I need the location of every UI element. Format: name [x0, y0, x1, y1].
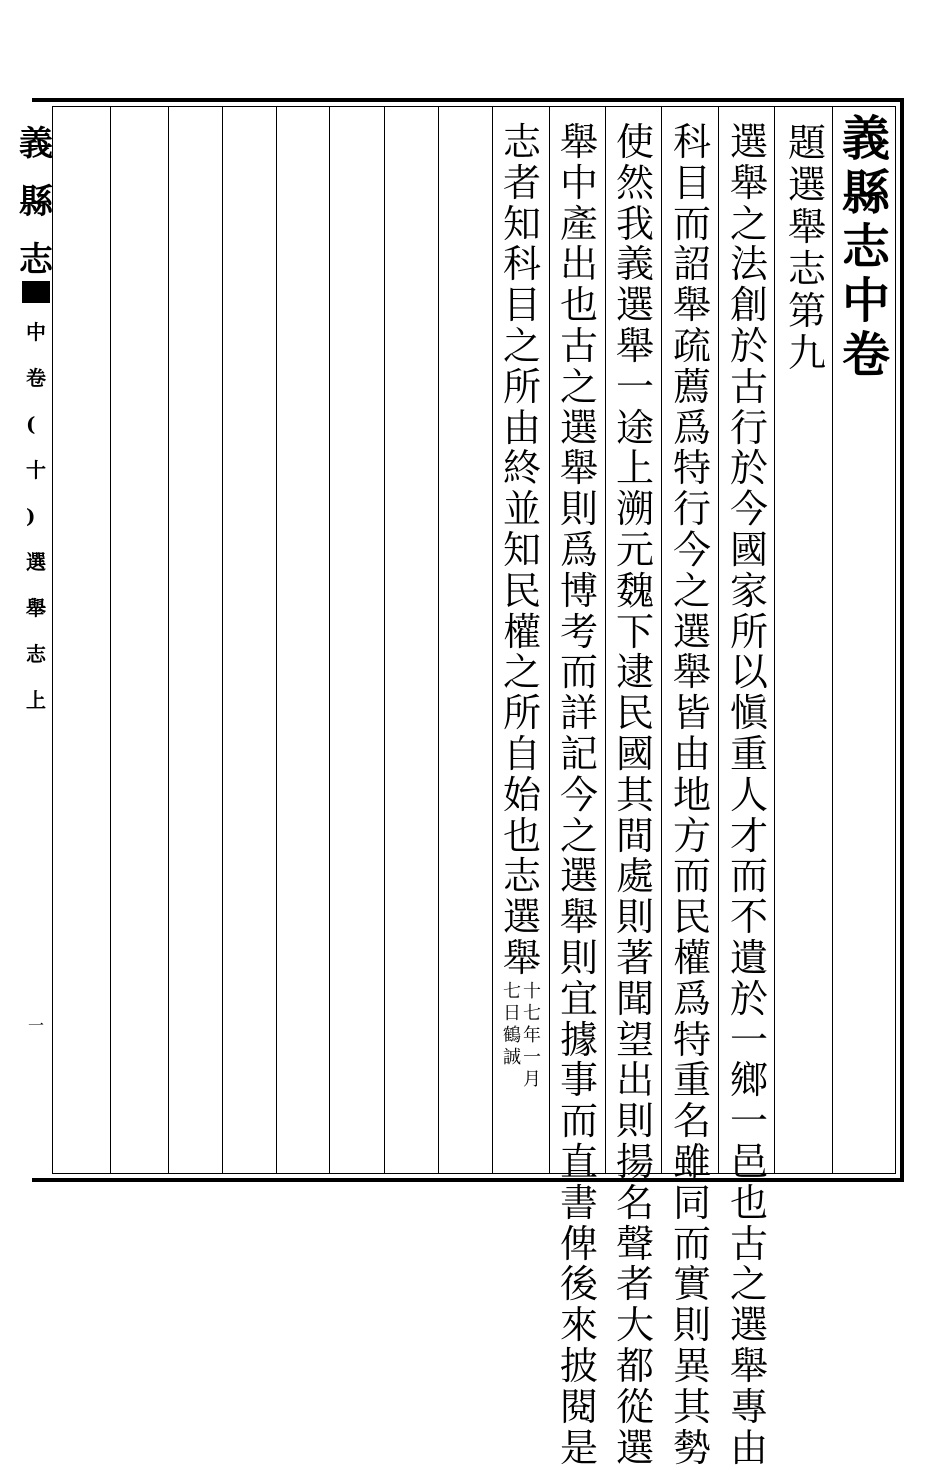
- column-rule: [774, 106, 775, 1174]
- column-rule: [168, 106, 169, 1174]
- text-column-2: 科 目 而 詔 舉 疏 薦 爲 特 行 今 之 選 舉 皆 由 地 方 而 民 權 爲 特 重 名 雖 同 而 實 則 異 其 勢: [672, 120, 711, 1470]
- margin-black-block: [22, 281, 50, 303]
- text-column-5: [497, 122, 547, 1091]
- column-rule: [384, 106, 385, 1174]
- margin-page-number: 一: [27, 1016, 44, 1035]
- dated-note: [503, 981, 541, 1091]
- text-column-4: 舉 中 產 出 也 古 之 選 舉 則 爲 博 考 而 詳 記 今 之 選 舉 則 宜 據 事 而 直 書 俾 後 來 披 閱 是: [559, 120, 598, 1470]
- margin-section-label: 中 卷 ( 十 ) 選 舉 志 上: [26, 320, 46, 712]
- column-rule: [329, 106, 330, 1174]
- margin-strip: [20, 115, 52, 1036]
- column-rule: [492, 106, 493, 1174]
- column-rule: [549, 106, 550, 1174]
- text-column-3: 使 然 我 義 選 舉 一 途 上 溯 元 魏 下 逮 民 國 其 間 處 則 著 聞 望 出 則 揚 名 聲 者 大 都 從 選: [615, 120, 654, 1470]
- column-rule: [718, 106, 719, 1174]
- column-rule: [276, 106, 277, 1174]
- volume-title: 義 縣 志 中 卷: [841, 111, 890, 383]
- column-rule: [832, 106, 833, 1174]
- note-line-1: 十 七 年 一 月: [523, 980, 541, 1090]
- text-column-5-main: 志 者 知 科 目 之 所 由 終 並 知 民 權 之 所 自 始 也 志 選 舉: [502, 120, 541, 980]
- margin-book-title: 義 縣 志: [19, 124, 53, 280]
- note-line-2: 七 日 鶴 誠: [503, 980, 521, 1068]
- column-rule: [110, 106, 111, 1174]
- column-rule: [438, 106, 439, 1174]
- column-rule: [222, 106, 223, 1174]
- column-rule: [661, 106, 662, 1174]
- text-column-1: 選 舉 之 法 創 於 古 行 於 今 國 家 所 以 愼 重 人 才 而 不 遺 於 一 鄉 一 邑 也 古 之 選 舉 專 由: [729, 120, 768, 1470]
- column-rule: [605, 106, 606, 1174]
- chapter-heading: 題 選 舉 志 第 九: [787, 121, 826, 375]
